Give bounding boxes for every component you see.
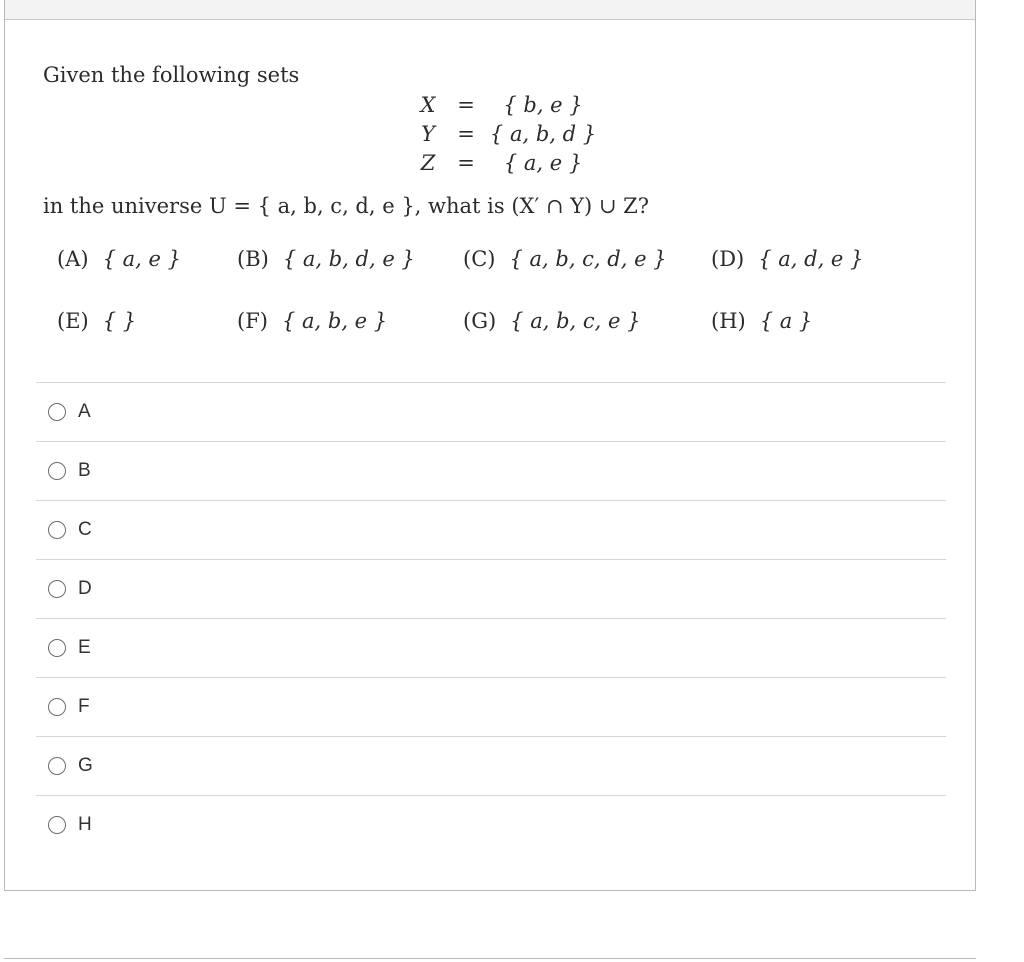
option-h[interactable] bbox=[36, 795, 946, 854]
choice-letter: (D) bbox=[711, 247, 745, 271]
card-header bbox=[5, 0, 975, 20]
set-equals: = bbox=[457, 93, 475, 117]
radio-button[interactable] bbox=[48, 698, 66, 716]
option-label[interactable]: G bbox=[78, 755, 93, 776]
choice-a bbox=[57, 247, 181, 271]
option-g[interactable] bbox=[36, 736, 946, 795]
set-definitions bbox=[412, 91, 598, 178]
choice-g bbox=[463, 309, 640, 333]
choice-letter: (C) bbox=[463, 247, 496, 271]
set-name: Y bbox=[421, 122, 435, 146]
radio-button[interactable] bbox=[48, 580, 66, 598]
choice-c bbox=[463, 247, 667, 271]
choice-letter: (E) bbox=[57, 309, 89, 333]
radio-button[interactable] bbox=[48, 757, 66, 775]
radio-button[interactable] bbox=[48, 403, 66, 421]
set-equals: = bbox=[457, 122, 475, 146]
set-row-z bbox=[412, 149, 598, 178]
option-label[interactable]: D bbox=[78, 578, 92, 599]
option-label[interactable]: A bbox=[78, 401, 91, 422]
question-card bbox=[4, 0, 976, 891]
choice-set: { a, d, e } bbox=[758, 247, 864, 271]
choice-f bbox=[237, 309, 387, 333]
choice-d bbox=[711, 247, 863, 271]
question-intro: Given the following sets bbox=[43, 63, 300, 87]
set-name: Z bbox=[420, 151, 436, 175]
option-a[interactable] bbox=[36, 382, 946, 441]
option-d[interactable] bbox=[36, 559, 946, 618]
choice-letter: (F) bbox=[237, 309, 268, 333]
option-label[interactable]: H bbox=[78, 814, 92, 835]
option-f[interactable] bbox=[36, 677, 946, 736]
choice-set: { a, b, c, d, e } bbox=[509, 247, 667, 271]
radio-button[interactable] bbox=[48, 521, 66, 539]
choice-set: { a, e } bbox=[102, 247, 181, 271]
option-label[interactable]: E bbox=[78, 637, 91, 658]
set-row-x bbox=[412, 91, 598, 120]
radio-button[interactable] bbox=[48, 639, 66, 657]
option-label[interactable]: F bbox=[78, 696, 90, 717]
choice-set: { a, b, c, e } bbox=[510, 309, 641, 333]
choice-letter: (H) bbox=[711, 309, 746, 333]
choice-set: { a, b, e } bbox=[281, 309, 388, 333]
next-card-edge bbox=[4, 958, 976, 962]
choice-letter: (B) bbox=[237, 247, 269, 271]
choice-set: { } bbox=[102, 309, 137, 333]
choice-set: { a } bbox=[759, 309, 813, 333]
set-value: { a, e } bbox=[503, 151, 583, 175]
answer-options bbox=[36, 382, 946, 854]
choice-e bbox=[57, 309, 136, 333]
radio-button[interactable] bbox=[48, 462, 66, 480]
set-value: { b, e } bbox=[503, 93, 583, 117]
option-c[interactable] bbox=[36, 500, 946, 559]
choice-b bbox=[237, 247, 415, 271]
choice-h bbox=[711, 309, 812, 333]
set-value: { a, b, d } bbox=[489, 122, 597, 146]
question-prompt: in the universe U = { a, b, c, d, e }, what is (X′ ∩ Y) ∪ Z? bbox=[43, 194, 650, 218]
radio-button[interactable] bbox=[48, 816, 66, 834]
option-e[interactable] bbox=[36, 618, 946, 677]
set-row-y bbox=[412, 120, 598, 149]
choice-letter: (G) bbox=[463, 309, 497, 333]
option-label[interactable]: C bbox=[78, 519, 92, 540]
choice-set: { a, b, d, e } bbox=[282, 247, 415, 271]
set-name: X bbox=[420, 93, 436, 117]
set-equals: = bbox=[457, 151, 475, 175]
choice-letter: (A) bbox=[57, 247, 89, 271]
option-b[interactable] bbox=[36, 441, 946, 500]
option-label[interactable]: B bbox=[78, 460, 91, 481]
